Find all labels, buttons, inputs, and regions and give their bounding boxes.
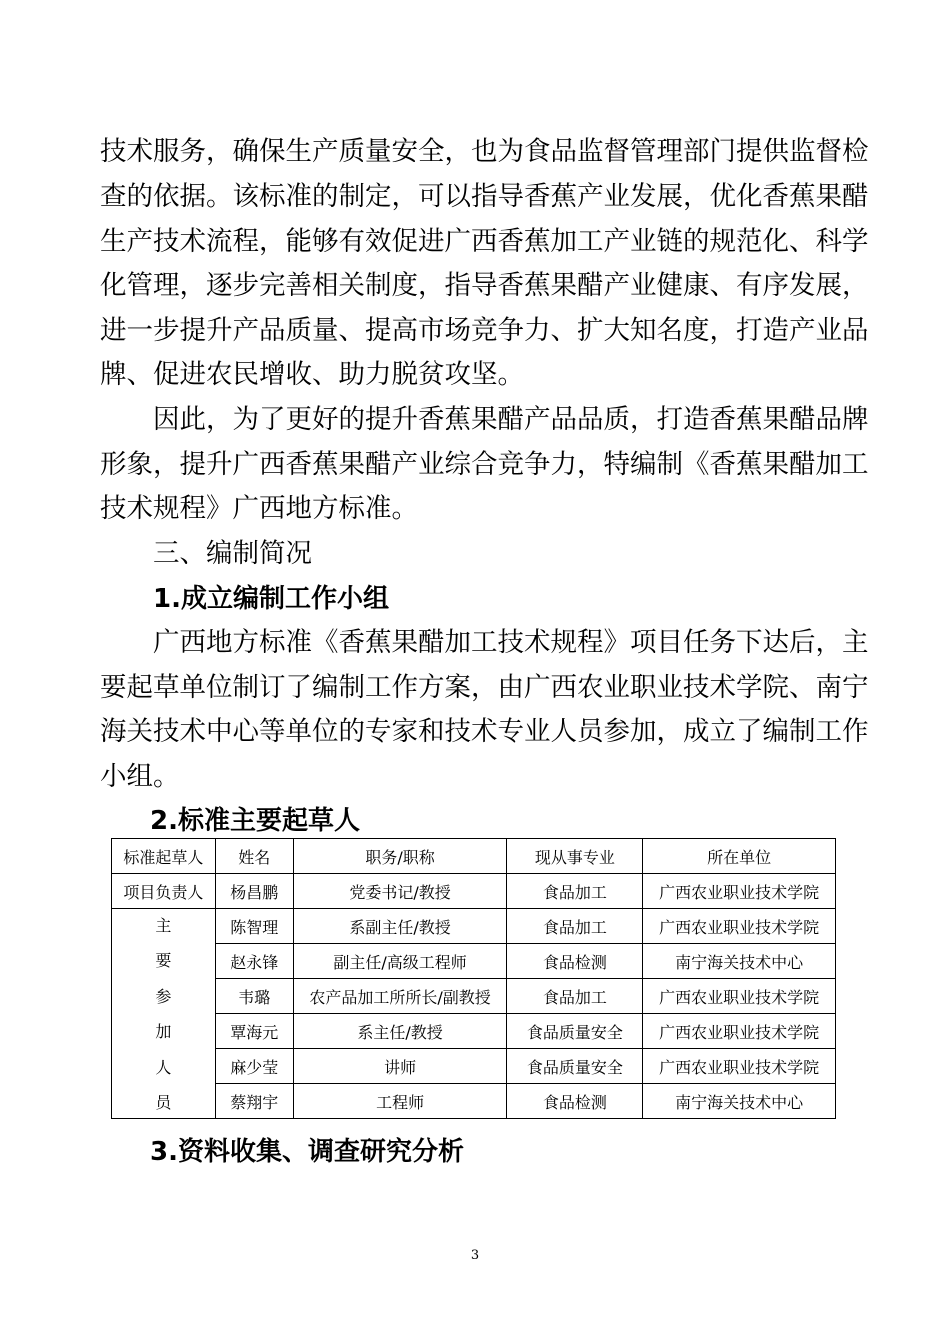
title-cell: 系主任/教授 [293,1014,507,1049]
name-cell: 陈智理 [215,909,293,944]
unit-cell: 南宁海关技术中心 [643,1084,836,1119]
role-char: 参 [155,986,172,1006]
text-line: 海关技术中心等单位的专家和技术专业人员参加，成立了编制工作 [100,716,869,747]
table-row [112,1014,836,1049]
header-cell: 职务/职称 [293,839,507,874]
role-char: 加 [155,1022,172,1042]
header-cell: 姓名 [215,839,293,874]
drafters-table [111,838,836,1119]
table-header-row [112,839,836,874]
text-line: 进一步提升产品质量、提高市场竞争力、扩大知名度，打造产业品 [100,315,869,346]
major-cell: 食品加工 [507,909,643,944]
header-cell: 现从事专业 [507,839,643,874]
text-line: 形象，提升广西香蕉果醋产业综合竞争力，特编制《香蕉果醋加工 [100,449,869,480]
name-cell: 麻少莹 [215,1049,293,1084]
table-row [112,1049,836,1084]
header-cell: 所在单位 [643,839,836,874]
role-cell: 项目负责人 [112,874,216,909]
text-line: 技术服务，确保生产质量安全，也为食品监督管理部门提供监督检 [100,136,869,167]
title-cell: 讲师 [293,1049,507,1084]
unit-cell: 广西农业职业技术学院 [643,909,836,944]
name-cell: 杨昌鹏 [215,874,293,909]
subsection-title-1: 1.成立编制工作小组 [153,584,389,614]
major-cell: 食品质量安全 [507,1014,643,1049]
participants-role-cell [112,909,216,1119]
name-cell: 覃海元 [215,1014,293,1049]
major-cell: 食品加工 [507,874,643,909]
text-line: 化管理，逐步完善相关制度，指导香蕉果醋产业健康、有序发展， [100,270,869,301]
title-cell: 工程师 [293,1084,507,1119]
major-cell: 食品加工 [507,979,643,1014]
unit-cell: 广西农业职业技术学院 [643,1049,836,1084]
text-line: 因此，为了更好的提升香蕉果醋产品品质，打造香蕉果醋品牌 [153,404,869,435]
text-line: 生产技术流程，能够有效促进广西香蕉加工产业链的规范化、科学 [100,226,869,257]
table-row [112,944,836,979]
text-line: 小组。 [100,761,180,792]
unit-cell: 广西农业职业技术学院 [643,979,836,1014]
unit-cell: 广西农业职业技术学院 [643,874,836,909]
text-line: 查的依据。该标准的制定，可以指导香蕉产业发展，优化香蕉果醋 [100,181,869,212]
major-cell: 食品质量安全 [507,1049,643,1084]
name-cell: 赵永锋 [215,944,293,979]
name-cell: 韦璐 [215,979,293,1014]
section-title: 三、编制简况 [153,538,312,569]
title-cell: 农产品加工所所长/副教授 [293,979,507,1014]
major-cell: 食品检测 [507,1084,643,1119]
table-row [112,874,836,909]
table-row [112,979,836,1014]
header-cell: 标准起草人 [112,839,216,874]
role-char: 主 [155,916,172,935]
text-line: 广西地方标准《香蕉果醋加工技术规程》项目任务下达后，主 [153,627,869,658]
subsection-title-2: 2.标准主要起草人 [150,806,360,836]
subsection-title-3: 3.资料收集、调查研究分析 [150,1137,464,1167]
role-char: 员 [155,1092,172,1112]
name-cell: 蔡翔宇 [215,1084,293,1119]
unit-cell: 广西农业职业技术学院 [643,1014,836,1049]
title-cell: 系副主任/教授 [293,909,507,944]
title-cell: 党委书记/教授 [293,874,507,909]
table-row [112,909,836,944]
unit-cell: 南宁海关技术中心 [643,944,836,979]
title-cell: 副主任/高级工程师 [293,944,507,979]
text-line: 牌、促进农民增收、助力脱贫攻坚。 [100,359,524,390]
page-number: 3 [470,1248,480,1263]
text-line: 要起草单位制订了编制工作方案，由广西农业职业技术学院、南宁 [100,672,869,703]
text-line: 技术规程》广西地方标准。 [100,493,418,524]
table-row [112,1084,836,1119]
role-char: 要 [155,951,172,971]
role-char: 人 [155,1057,172,1077]
major-cell: 食品检测 [507,944,643,979]
